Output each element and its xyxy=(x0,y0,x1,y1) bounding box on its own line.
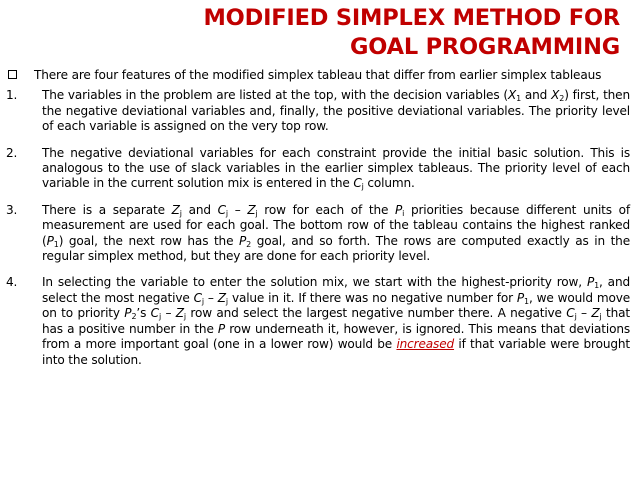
list-item-3: 3. There is a separate $Z_j$ and $C_j - Z_j$ row for each of the $P_i$ priorities because different units of measurement are used for each goal. The bottom row of the tableau contains the highest ranked $(P_1)$ goal, the next row has the $P_2$ goal, and so forth. The rows are computed exactly as in the regular simplex method, but they are done for each priority level. xyxy=(6,202,631,264)
title-line-2: GOAL PROGRAMMING xyxy=(350,34,620,60)
slide-title xyxy=(203,4,620,62)
list-item-2: 2. The negative deviational variables for each constraint provide the initial basic solution. This is analogous to the use of slack variables in the earlier simplex tableaus. The priority level of each variable in the current solution mix is entered in the $C_j$ column. xyxy=(6,145,630,192)
emphasis-increased: increased xyxy=(396,337,455,352)
title-line-1: MODIFIED SIMPLEX METHOD FOR xyxy=(203,5,620,31)
slide-body xyxy=(6,68,630,379)
list-item-1: 1. The variables in the problem are listed at the top, with the decision variables ($X_1$ and $X_2$) first, then the negative deviational variables and, finally, the positive deviational variables. The priority level of each variable is assigned on the very top row. xyxy=(6,88,630,134)
list-item-4: 4. In selecting the variable to enter the solution mix, we start with the highest-priority row, $P_1$, and select the most negative $C_j - Z_j$ value in it. If there was no negative number for $P_1$, we would move on to priority $P_2’s$ $C_j - Z_j$ row and select the largest negative number there. A negative $C_j - Z_j$ that has a positive number in the P row underneath it, however, is ignored. This means that deviations from a more important goal (one in a lower row) would be increased if that variable were brought into the solution. xyxy=(6,275,630,367)
checkbox-bullet-icon xyxy=(8,70,17,79)
intro-bullet xyxy=(6,68,630,83)
intro-text: There are four features of the modified simplex tableau that differ from earlier simplex tableaus xyxy=(34,68,602,82)
